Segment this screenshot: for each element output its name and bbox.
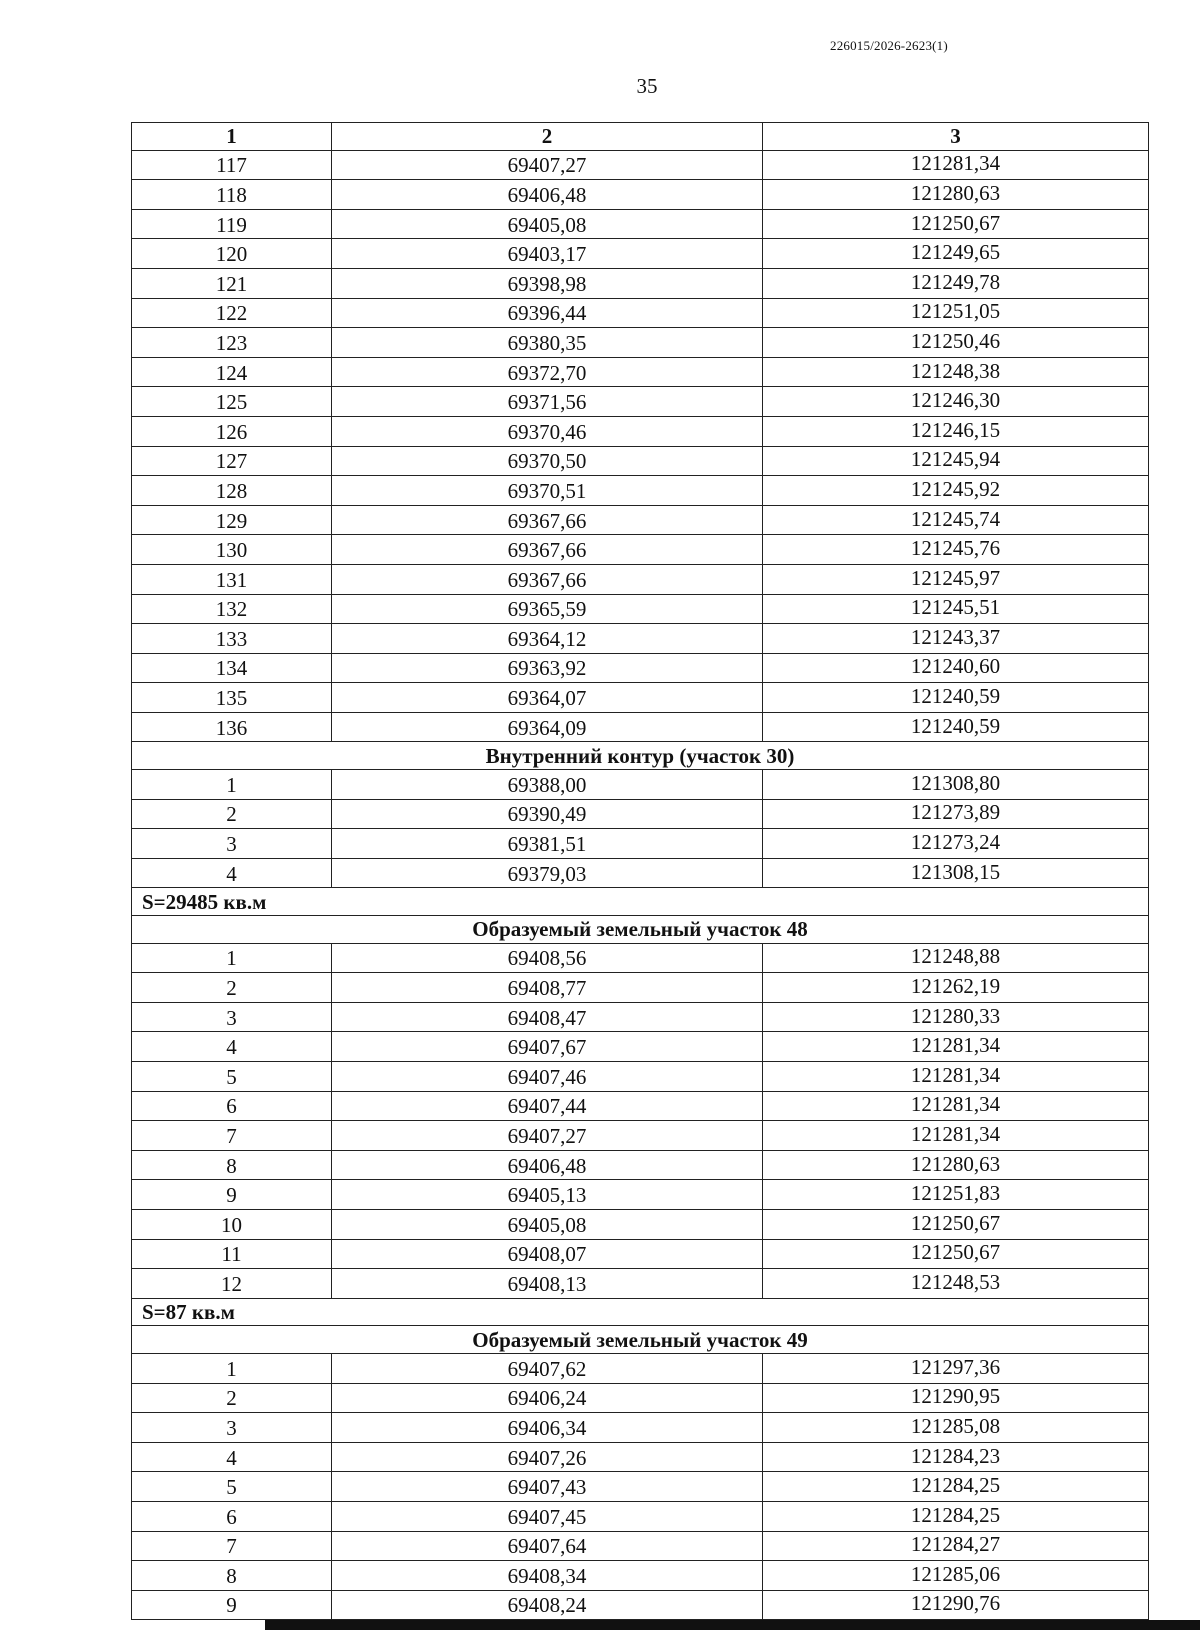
section-heading-row [132, 742, 1149, 770]
table-body [132, 150, 1149, 1620]
coordinate-x-cell: 69407,46 [332, 1062, 763, 1092]
table-row [132, 239, 1149, 269]
section-heading-row [132, 916, 1149, 944]
point-number-cell: 6 [132, 1091, 332, 1121]
table-row [132, 564, 1149, 594]
point-number-cell: 118 [132, 180, 332, 210]
coordinate-x-cell: 69407,43 [332, 1472, 763, 1502]
coordinate-x-cell: 69408,47 [332, 1002, 763, 1032]
table-row [132, 624, 1149, 654]
coordinate-x-cell: 69403,17 [332, 239, 763, 269]
coordinate-x-cell: 69396,44 [332, 298, 763, 328]
coordinate-y-cell: 121240,59 [763, 712, 1149, 742]
point-number-cell: 127 [132, 446, 332, 476]
point-number-cell: 119 [132, 209, 332, 239]
coordinate-y-cell: 121284,23 [763, 1442, 1149, 1472]
coordinate-x-cell: 69406,48 [332, 180, 763, 210]
point-number-cell: 7 [132, 1531, 332, 1561]
table-row [132, 1353, 1149, 1383]
table-row [132, 328, 1149, 358]
coordinate-x-cell: 69388,00 [332, 770, 763, 800]
coordinate-x-cell: 69407,62 [332, 1353, 763, 1383]
table-row [132, 1091, 1149, 1121]
point-number-cell: 123 [132, 328, 332, 358]
point-number-cell: 134 [132, 653, 332, 683]
table-row [132, 209, 1149, 239]
coordinate-y-cell: 121240,59 [763, 683, 1149, 713]
table-row [132, 150, 1149, 180]
point-number-cell: 124 [132, 357, 332, 387]
coordinate-x-cell: 69367,66 [332, 564, 763, 594]
table-row [132, 1239, 1149, 1269]
table-row [132, 387, 1149, 417]
table-row [132, 770, 1149, 800]
coordinate-x-cell: 69364,12 [332, 624, 763, 654]
coordinate-y-cell: 121250,46 [763, 328, 1149, 358]
area-row [132, 1298, 1149, 1326]
coordinate-y-cell: 121308,15 [763, 858, 1149, 888]
table-row [132, 594, 1149, 624]
point-number-cell: 120 [132, 239, 332, 269]
point-number-cell: 2 [132, 1383, 332, 1413]
coordinate-x-cell: 69364,09 [332, 712, 763, 742]
point-number-cell: 3 [132, 1002, 332, 1032]
coordinate-y-cell: 121248,38 [763, 357, 1149, 387]
point-number-cell: 121 [132, 268, 332, 298]
table-row [132, 1413, 1149, 1443]
point-number-cell: 136 [132, 712, 332, 742]
table-row [132, 535, 1149, 565]
table-row [132, 1032, 1149, 1062]
coordinate-y-cell: 121308,80 [763, 770, 1149, 800]
table-row [132, 268, 1149, 298]
coordinate-x-cell: 69405,08 [332, 1209, 763, 1239]
coordinate-y-cell: 121251,83 [763, 1180, 1149, 1210]
coordinate-y-cell: 121250,67 [763, 1209, 1149, 1239]
area-row [132, 888, 1149, 916]
point-number-cell: 4 [132, 858, 332, 888]
table-row [132, 1002, 1149, 1032]
point-number-cell: 8 [132, 1561, 332, 1591]
point-number-cell: 130 [132, 535, 332, 565]
point-number-cell: 8 [132, 1150, 332, 1180]
coordinate-x-cell: 69380,35 [332, 328, 763, 358]
table-row [132, 1269, 1149, 1299]
coordinate-y-cell: 121285,06 [763, 1561, 1149, 1591]
coordinate-x-cell: 69370,50 [332, 446, 763, 476]
table-row [132, 1062, 1149, 1092]
point-number-cell: 10 [132, 1209, 332, 1239]
table-row [132, 653, 1149, 683]
point-number-cell: 117 [132, 150, 332, 180]
coordinate-y-cell: 121280,63 [763, 180, 1149, 210]
coordinate-y-cell: 121248,53 [763, 1269, 1149, 1299]
table-row [132, 446, 1149, 476]
coordinate-y-cell: 121245,51 [763, 594, 1149, 624]
coordinate-x-cell: 69370,46 [332, 416, 763, 446]
point-number-cell: 3 [132, 829, 332, 859]
column-header-2: 2 [332, 123, 763, 151]
point-number-cell: 2 [132, 799, 332, 829]
coordinate-x-cell: 69379,03 [332, 858, 763, 888]
coordinate-x-cell: 69407,67 [332, 1032, 763, 1062]
coordinates-table [131, 122, 1149, 1620]
coordinate-y-cell: 121246,30 [763, 387, 1149, 417]
point-number-cell: 129 [132, 505, 332, 535]
scan-edge-bar [265, 1620, 1200, 1630]
point-number-cell: 11 [132, 1239, 332, 1269]
point-number-cell: 9 [132, 1590, 332, 1620]
table-row [132, 357, 1149, 387]
table-row [132, 1442, 1149, 1472]
point-number-cell: 1 [132, 770, 332, 800]
table-row [132, 1209, 1149, 1239]
point-number-cell: 5 [132, 1062, 332, 1092]
coordinate-x-cell: 69407,26 [332, 1442, 763, 1472]
coordinate-x-cell: 69407,45 [332, 1501, 763, 1531]
table-row [132, 973, 1149, 1003]
column-header-3: 3 [763, 123, 1149, 151]
coordinate-x-cell: 69408,34 [332, 1561, 763, 1591]
table-row [132, 1561, 1149, 1591]
table-row [132, 180, 1149, 210]
table-row [132, 476, 1149, 506]
point-number-cell: 133 [132, 624, 332, 654]
table-row [132, 683, 1149, 713]
coordinate-x-cell: 69371,56 [332, 387, 763, 417]
table-row [132, 1121, 1149, 1151]
coordinate-y-cell: 121248,88 [763, 943, 1149, 973]
point-number-cell: 7 [132, 1121, 332, 1151]
coordinate-x-cell: 69372,70 [332, 357, 763, 387]
coordinate-y-cell: 121243,37 [763, 624, 1149, 654]
coordinate-y-cell: 121250,67 [763, 209, 1149, 239]
point-number-cell: 12 [132, 1269, 332, 1299]
table-row [132, 1501, 1149, 1531]
point-number-cell: 132 [132, 594, 332, 624]
table-row [132, 799, 1149, 829]
coordinate-y-cell: 121249,78 [763, 268, 1149, 298]
coordinate-y-cell: 121281,34 [763, 1032, 1149, 1062]
coordinate-x-cell: 69407,27 [332, 150, 763, 180]
page-number: 35 [636, 74, 658, 98]
table-row [132, 943, 1149, 973]
table-row [132, 1180, 1149, 1210]
coordinate-x-cell: 69407,44 [332, 1091, 763, 1121]
coordinate-x-cell: 69408,24 [332, 1590, 763, 1620]
point-number-cell: 122 [132, 298, 332, 328]
coordinate-y-cell: 121280,33 [763, 1002, 1149, 1032]
point-number-cell: 126 [132, 416, 332, 446]
area-label: S=87 кв.м [132, 1298, 1149, 1326]
coordinate-y-cell: 121290,95 [763, 1383, 1149, 1413]
table-row [132, 298, 1149, 328]
coordinate-y-cell: 121251,05 [763, 298, 1149, 328]
point-number-cell: 9 [132, 1180, 332, 1210]
point-number-cell: 135 [132, 683, 332, 713]
coordinate-x-cell: 69406,34 [332, 1413, 763, 1443]
coordinate-y-cell: 121245,92 [763, 476, 1149, 506]
coordinate-x-cell: 69405,08 [332, 209, 763, 239]
coordinate-y-cell: 121290,76 [763, 1590, 1149, 1620]
coordinate-y-cell: 121240,60 [763, 653, 1149, 683]
coordinate-y-cell: 121281,34 [763, 1091, 1149, 1121]
table-header-row [132, 123, 1149, 151]
coordinate-x-cell: 69405,13 [332, 1180, 763, 1210]
coordinate-x-cell: 69408,13 [332, 1269, 763, 1299]
point-number-cell: 131 [132, 564, 332, 594]
area-label: S=29485 кв.м [132, 888, 1149, 916]
table-row [132, 1150, 1149, 1180]
coordinate-y-cell: 121245,97 [763, 564, 1149, 594]
point-number-cell: 6 [132, 1501, 332, 1531]
coordinate-y-cell: 121246,15 [763, 416, 1149, 446]
coordinate-y-cell: 121273,89 [763, 799, 1149, 829]
coordinate-y-cell: 121249,65 [763, 239, 1149, 269]
table-row [132, 1590, 1149, 1620]
table-row [132, 1383, 1149, 1413]
section-heading: Образуемый земельный участок 48 [132, 916, 1149, 944]
coordinate-y-cell: 121262,19 [763, 973, 1149, 1003]
coordinate-y-cell: 121250,67 [763, 1239, 1149, 1269]
section-heading: Внутренний контур (участок 30) [132, 742, 1149, 770]
coordinate-x-cell: 69363,92 [332, 653, 763, 683]
table-row [132, 858, 1149, 888]
coordinate-y-cell: 121297,36 [763, 1353, 1149, 1383]
coordinate-y-cell: 121245,76 [763, 535, 1149, 565]
coordinate-x-cell: 69367,66 [332, 535, 763, 565]
coordinate-y-cell: 121281,34 [763, 1121, 1149, 1151]
coordinate-x-cell: 69407,27 [332, 1121, 763, 1151]
table-row [132, 1472, 1149, 1502]
point-number-cell: 128 [132, 476, 332, 506]
coordinate-x-cell: 69406,24 [332, 1383, 763, 1413]
coordinate-x-cell: 69381,51 [332, 829, 763, 859]
point-number-cell: 4 [132, 1442, 332, 1472]
coordinate-x-cell: 69365,59 [332, 594, 763, 624]
coordinate-x-cell: 69408,56 [332, 943, 763, 973]
coordinate-x-cell: 69407,64 [332, 1531, 763, 1561]
coordinate-x-cell: 69408,77 [332, 973, 763, 1003]
table-row [132, 712, 1149, 742]
table-row [132, 829, 1149, 859]
coordinate-x-cell: 69406,48 [332, 1150, 763, 1180]
point-number-cell: 5 [132, 1472, 332, 1502]
coordinate-x-cell: 69398,98 [332, 268, 763, 298]
point-number-cell: 3 [132, 1413, 332, 1443]
coordinate-x-cell: 69367,66 [332, 505, 763, 535]
coordinate-y-cell: 121284,25 [763, 1501, 1149, 1531]
section-heading-row [132, 1326, 1149, 1354]
coordinate-x-cell: 69390,49 [332, 799, 763, 829]
point-number-cell: 4 [132, 1032, 332, 1062]
coordinate-y-cell: 121285,08 [763, 1413, 1149, 1443]
coordinate-y-cell: 121280,63 [763, 1150, 1149, 1180]
coordinate-y-cell: 121281,34 [763, 1062, 1149, 1092]
section-heading: Образуемый земельный участок 49 [132, 1326, 1149, 1354]
point-number-cell: 1 [132, 943, 332, 973]
coordinate-y-cell: 121284,27 [763, 1531, 1149, 1561]
table-row [132, 416, 1149, 446]
coordinate-y-cell: 121281,34 [763, 150, 1149, 180]
column-header-1: 1 [132, 123, 332, 151]
coordinate-x-cell: 69408,07 [332, 1239, 763, 1269]
coordinate-y-cell: 121273,24 [763, 829, 1149, 859]
coordinate-x-cell: 69370,51 [332, 476, 763, 506]
coordinate-y-cell: 121245,74 [763, 505, 1149, 535]
coordinate-y-cell: 121245,94 [763, 446, 1149, 476]
table-row [132, 1531, 1149, 1561]
point-number-cell: 125 [132, 387, 332, 417]
coordinate-x-cell: 69364,07 [332, 683, 763, 713]
table-row [132, 505, 1149, 535]
point-number-cell: 2 [132, 973, 332, 1003]
coordinate-y-cell: 121284,25 [763, 1472, 1149, 1502]
point-number-cell: 1 [132, 1353, 332, 1383]
document-id: 226015/2026-2623(1) [830, 38, 948, 53]
